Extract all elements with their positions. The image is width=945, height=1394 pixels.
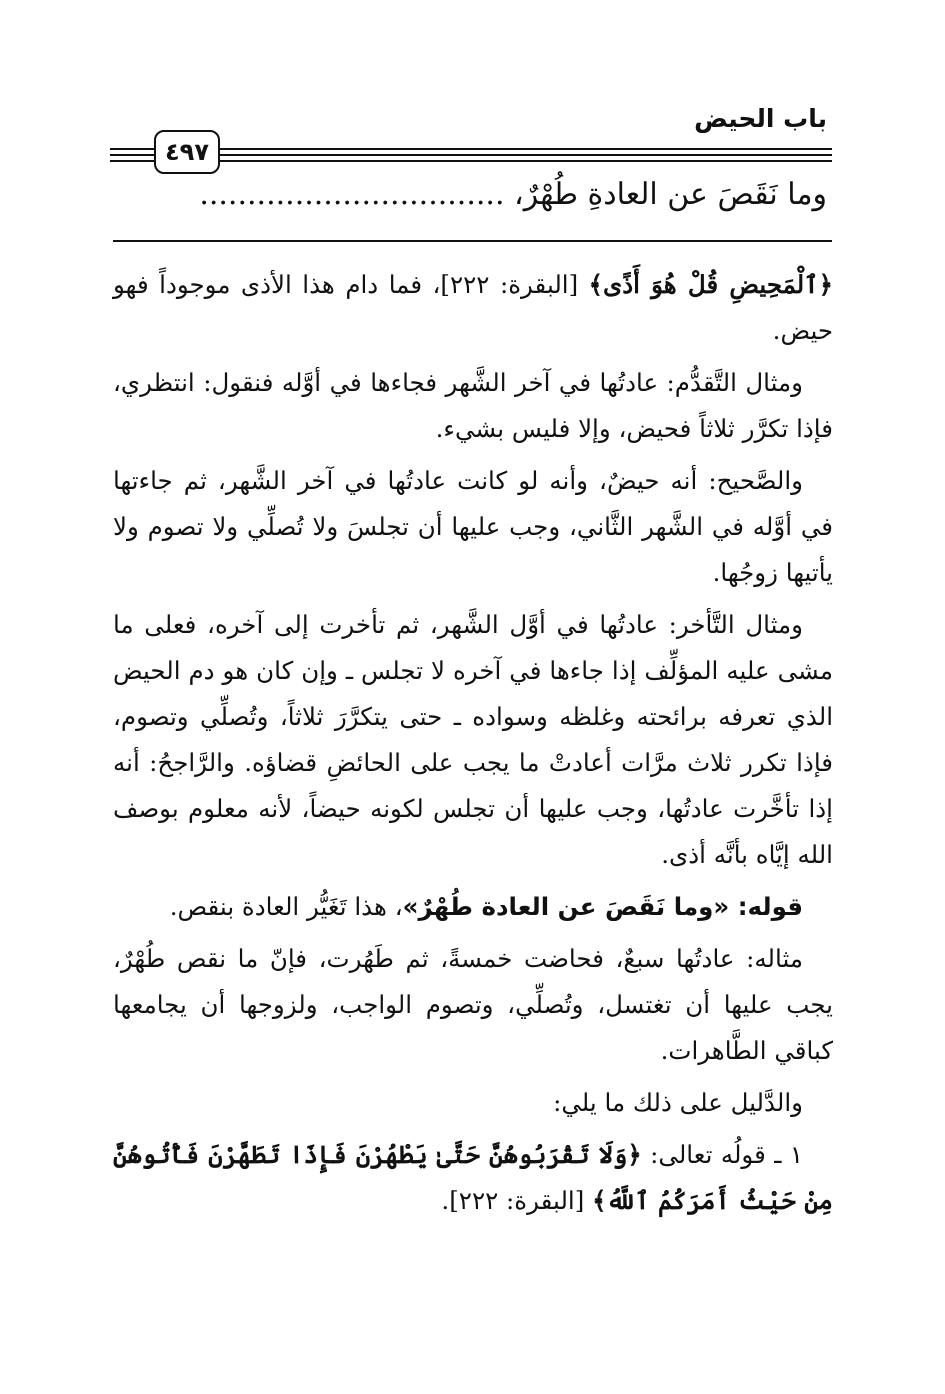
separator-rule [113,240,832,242]
matn-quote-lead: قوله: «وما نَقَصَ عن العادة طُهْرٌ» [402,892,803,921]
paragraph-6 [113,936,833,1074]
header-rule-left-2 [110,154,154,156]
paragraph-text: والدَّليل على ذلك ما يلي: [553,1088,803,1117]
list-prefix: ١ ـ قولُه تعالى: [641,1140,803,1169]
header-rule-left-1 [110,148,154,150]
paragraph-text: ، هذا تَغَيُّر العادة بنقص. [169,892,403,921]
paragraph-8 [113,1132,833,1224]
commentary-body [113,262,833,1230]
paragraph-4 [113,602,833,878]
paragraph-text: مثاله: عادتُها سبعٌ، فحاضت خمسةً، ثم طَهُرت، فإنّ ما نقص طُهْرٌ، يجب عليها أن تغتسل، وتُصلِّي، وتصوم الواجب، ولزوجها أن يجامعها كباقي الطَّاهرات. [113,944,833,1065]
page-number: ٤٩٧ [154,130,220,174]
paragraph-7 [113,1080,833,1126]
paragraph-1 [113,262,833,354]
paragraph-text: ومثال التَّقدُّم: عادتُها في آخر الشَّهر فجاءها في أوَّله فنقول: انتظري، فإذا تكرَّر ثلاثاً فحيض، وإلا فليس بشيء. [113,368,833,443]
paragraph-2 [113,360,833,452]
header-rule-right-2 [220,154,832,156]
paragraph-text: [البقرة: ٢٢٢]. [441,1186,593,1215]
paragraph-text: ومثال التَّأخر: عادتُها في أوَّل الشَّهر، ثم تأخرت إلى آخره، فعلى ما مشى عليه المؤلِّف إذا جاءها في آخره لا تجلس ـ وإن كان هو دم الحيض الذي تعرفه برائحته وغلظه وسواده ـ حتى يتكرَّرَ ثلاثاً، وتُصلِّي وتصوم، فإذا تكرر ثلاث مرَّات أعادتْ ما يجب على الحائضِ قضاؤه. والرَّاجحُ: أنه إذا تأخَّرت عادتُها، وجب عليها أن تجلس لكونه حيضاً، لأنه معلوم بوصف الله إيَّاه بأنَّه أذى. [113,610,833,869]
paragraph-text: [البقرة: ٢٢٢]، فما دام هذا الأذى موجوداً فهو حيض. [113,270,833,345]
paragraph-3 [113,458,833,596]
paragraph-5 [113,884,833,930]
paragraph-text: والصَّحيح: أنه حيضٌ، وأنه لو كانت عادتُها في آخر الشَّهر، ثم جاءتها في أوَّله في الشَّهر الثَّاني، وجب عليها أن تجلسَ ولا تُصلِّي ولا تصوم ولا يأتيها زوجُها. [113,466,833,587]
header-rule-left-3 [110,160,154,162]
header-rule-right-3 [220,160,832,162]
matn-line [110,172,827,218]
chapter-title: باب الحيض [694,104,827,133]
quran-quote: ﴿وَلَا تَقْرَبُوهُنَّ حَتَّىٰ يَطْهُرْنَ فَإِذَا تَطَهَّرْنَ فَأْتُوهُنَّ مِنْ حَيْثُ أَمَرَكُمُ ٱللَّهُ﴾ [113,1140,833,1215]
quran-quote: ﴿ٱلْمَحِيضِ قُلْ هُوَ أَذًى﴾ [588,270,833,299]
matn-text: وما نَقَصَ عن العادةِ طُهْرٌ، [514,177,827,212]
matn-dots: ................................ [199,177,505,212]
header-rule-right-1 [220,148,832,150]
